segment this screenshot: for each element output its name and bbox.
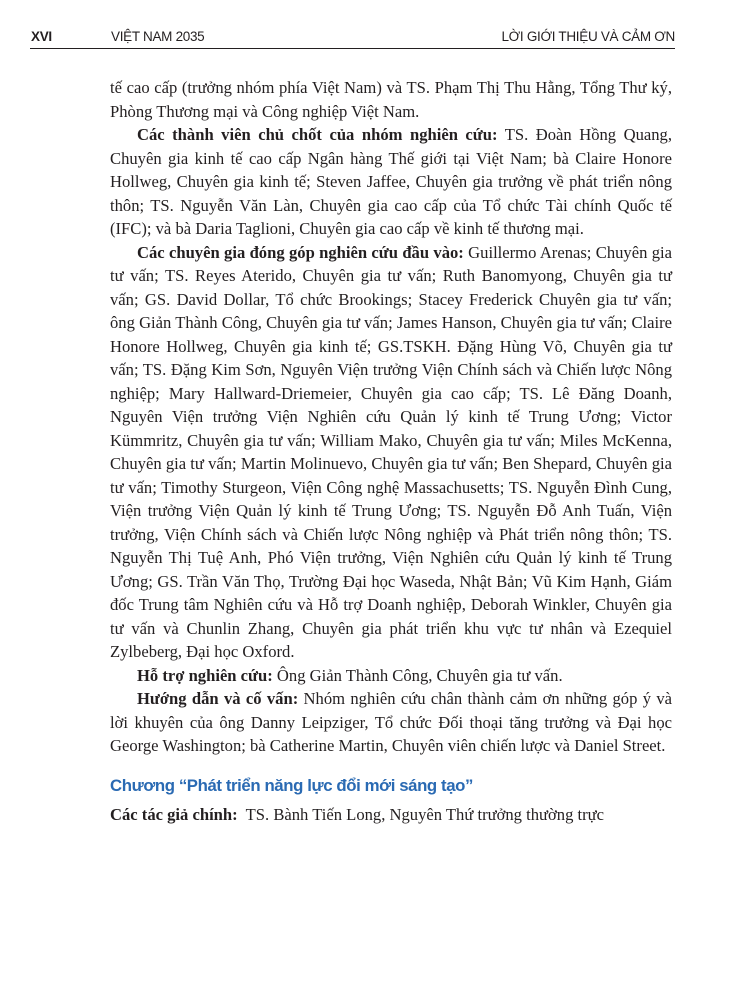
paragraph-lead: Hỗ trợ nghiên cứu: xyxy=(137,665,273,685)
paragraph-text: Nhóm nghiên cứu chân thành cảm ơn những góp ý và lời khuyên của ông Danny Leipziger, Tổ chức Đối thoại tăng trưởng và Đại học George Washington; bà Catherine Martin, Chuyên viên chiến lược và Daniel Street. xyxy=(110,689,673,755)
paragraph-lead: Các chuyên gia đóng góp nghiên cứu đầu vào: xyxy=(137,242,464,262)
page-number: XVI xyxy=(31,29,52,44)
paragraph-key-members xyxy=(110,123,672,241)
running-header xyxy=(30,26,675,49)
body-text xyxy=(110,76,672,827)
section-title: LỜI GIỚI THIỆU VÀ CẢM ƠN xyxy=(501,29,675,44)
paragraph-contributing-experts xyxy=(110,241,672,664)
chapter-heading: Chương “Phát triển năng lực đổi mới sáng tạo” xyxy=(110,775,474,795)
paragraph-text: Ông Giản Thành Công, Chuyên gia tư vấn. xyxy=(272,665,563,685)
book-title: VIỆT NAM 2035 xyxy=(111,29,205,44)
paragraph-text: TS. Đoàn Hồng Quang, Chuyên gia kinh tế cao cấp Ngân hàng Thế giới tại Việt Nam; bà Claire Honore Hollweg, Chuyên gia kinh tế; Steven Jaffee, Chuyên gia trưởng về phát triển nông thôn; TS. Nguyễn Văn Làn, Chuyên gia cao cấp của Tổ chức Tài chính Quốc tế (IFC); và bà Daria Taglioni, Chuyên gia cao cấp về kinh tế thương mại. xyxy=(110,125,672,238)
paragraph-text: Guillermo Arenas; Chuyên gia tư vấn; TS. Reyes Aterido, Chuyên gia tư vấn; Ruth Banomyong, Chuyên gia tư vấn; GS. David Dollar, Tổ chức Brookings; Stacey Frederick Chuyên gia tư vấn; ông Giản Thành Công, Chuyên gia tư vấn; James Hanson, Chuyên gia tư vấn; Claire Honore Hollweg, Chuyên gia kinh tế; GS.TSKH. Đặng Hùng Võ, Chuyên gia tư vấn; TS. Đặng Kim Sơn, Nguyên Viện trưởng Viện Chính sách và Chiến lược Nông nghiệp; Mary Hallward-Driemeier, Chuyên gia cao cấp; TS. Lê Đăng Doanh, Nguyên Viện trưởng Viện Nghiên cứu Quản lý kinh tế Trung Ương; Victor Kümmritz, Chuyên gia tư vấn; William Mako, Chuyên gia tư vấn; Miles McKenna, Chuyên gia tư vấn; Martin Molinuevo, Chuyên gia tư vấn; Ben Shepard, Chuyên gia tư vấn; Timothy Sturgeon, Viện Công nghệ Massachusetts; TS. Nguyễn Đình Cung, Viện trưởng Viện Quản lý kinh tế Trung Ương; TS. Nguyễn Đỗ Anh Tuấn, Viện trưởng, Viện Chính sách và Chiến lược Nông nghiệp và Phát triển nông thôn; TS. Nguyễn Thị Tuệ Anh, Phó Viện trưởng, Viện Nghiên cứu Quản lý kinh tế Trung Ương; GS. Trần Văn Thọ, Trường Đại học Waseda, Nhật Bản; Vũ Kim Hạnh, Giám đốc Trung tâm Nghiên cứu và Hỗ trợ Doanh nghiệp, Deborah Winkler, Chuyên gia tư vấn và Chunlin Zhang, Chuyên gia phát triển khu vực tư nhân và Ezequiel Zylbeberg, Đại học Oxford. xyxy=(110,242,672,661)
paragraph-research-support xyxy=(110,664,672,688)
paragraph-lead: Các thành viên chủ chốt của nhóm nghiên cứu: xyxy=(137,125,498,144)
paragraph-guidance xyxy=(110,687,672,758)
paragraph-text: tế cao cấp (trưởng nhóm phía Việt Nam) và TS. Phạm Thị Thu Hằng, Tổng Thư ký, Phòng Thương mại và Công nghiệp Việt Nam. xyxy=(110,78,672,121)
paragraph-continued xyxy=(110,76,672,123)
paragraph-main-authors xyxy=(110,803,672,827)
paragraph-lead: Hướng dẫn và cố vấn: xyxy=(137,689,299,708)
paragraph-text: TS. Bành Tiến Long, Nguyên Thứ trưởng thường trực xyxy=(237,805,605,824)
paragraph-lead: Các tác giả chính: xyxy=(110,805,238,824)
